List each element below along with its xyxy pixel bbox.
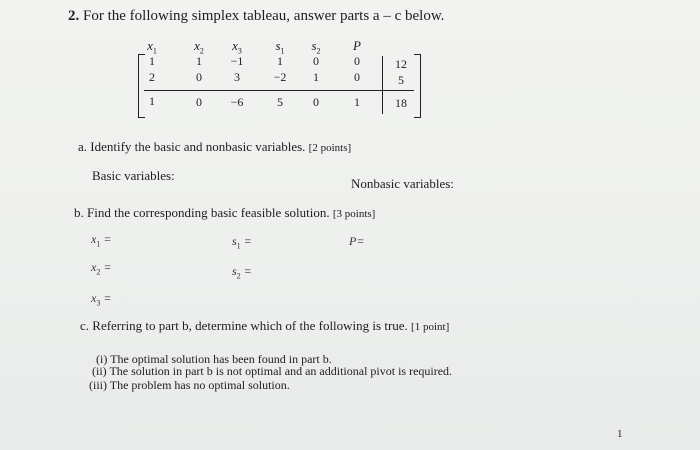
- header-x1: $x_1$: [147, 38, 157, 56]
- answer-x3: $x_3$ =: [91, 291, 112, 308]
- question-header: [68, 8, 444, 25]
- tableau-cell: 1: [149, 94, 155, 108]
- header-x3: $x_3$: [232, 38, 242, 56]
- part-b-label: b. Find the corresponding basic feasible solution.: [74, 205, 330, 220]
- tableau-cell: 1: [149, 54, 155, 68]
- tableau-cell: 1: [277, 54, 283, 68]
- tableau-cell: −2: [273, 70, 287, 84]
- tableau-cell: 1: [313, 70, 319, 84]
- answer-s2: $s_2$ =: [232, 264, 252, 281]
- basic-variables-label: Basic variables:: [92, 168, 175, 183]
- answer-s1: $s_1$ =: [232, 234, 252, 251]
- tableau-cell: 0: [313, 54, 319, 68]
- objective-divider: [144, 90, 414, 91]
- tableau-cell: 12: [395, 57, 407, 71]
- nonbasic-variables-label: Nonbasic variables:: [351, 176, 454, 191]
- tableau-cell: 18: [395, 96, 407, 110]
- tableau-cell: 3: [234, 70, 240, 84]
- part-c-prompt: [80, 318, 449, 334]
- tableau-cell: 0: [196, 70, 202, 84]
- tableau-cell: −1: [230, 54, 244, 68]
- option-i: (i) The optimal solution has been found in part b.: [96, 352, 332, 366]
- tableau-cell: 1: [196, 54, 202, 68]
- tableau-cell: −6: [230, 95, 244, 109]
- header-x2: $x_2$: [194, 38, 204, 56]
- option-iii: (iii) The problem has no optimal solution.: [89, 378, 290, 392]
- part-a-points: [2 points]: [308, 142, 352, 154]
- question-number: 2.: [68, 8, 80, 24]
- tableau-cell: 0: [196, 95, 202, 109]
- tableau-cell: 1: [354, 95, 360, 109]
- tableau-cell: 0: [313, 95, 319, 109]
- tableau-cell: 2: [149, 70, 155, 84]
- part-a-label: a. Identify the basic and nonbasic variables.: [78, 139, 306, 154]
- simplex-tableau: [134, 38, 424, 114]
- question-text: For the following simplex tableau, answer parts a – c below.: [83, 8, 445, 24]
- part-c-points: [1 point]: [411, 321, 450, 333]
- option-ii: (ii) The solution in part b is not optimal and an additional pivot is required.: [92, 364, 453, 378]
- part-a-prompt: [78, 139, 351, 155]
- page-number: 1: [617, 428, 623, 440]
- header-p: P: [353, 38, 361, 53]
- tableau-cell: 0: [354, 70, 360, 84]
- part-c-label: c. Referring to part b, determine which of the following is true.: [80, 318, 408, 333]
- augment-divider: [382, 56, 383, 114]
- tableau-cell: 5: [277, 95, 283, 109]
- part-b-points: [3 points]: [332, 208, 376, 220]
- tableau-cell: 0: [354, 54, 360, 68]
- header-s2: $s_2$: [311, 38, 321, 56]
- header-s1: $s_1$: [275, 38, 285, 56]
- answer-p: P=: [349, 234, 365, 248]
- tableau-cell: 5: [398, 73, 404, 87]
- part-b-prompt: [74, 205, 375, 221]
- answer-x2: $x_2$ =: [91, 260, 112, 277]
- answer-x1: $x_1$ =: [91, 232, 112, 249]
